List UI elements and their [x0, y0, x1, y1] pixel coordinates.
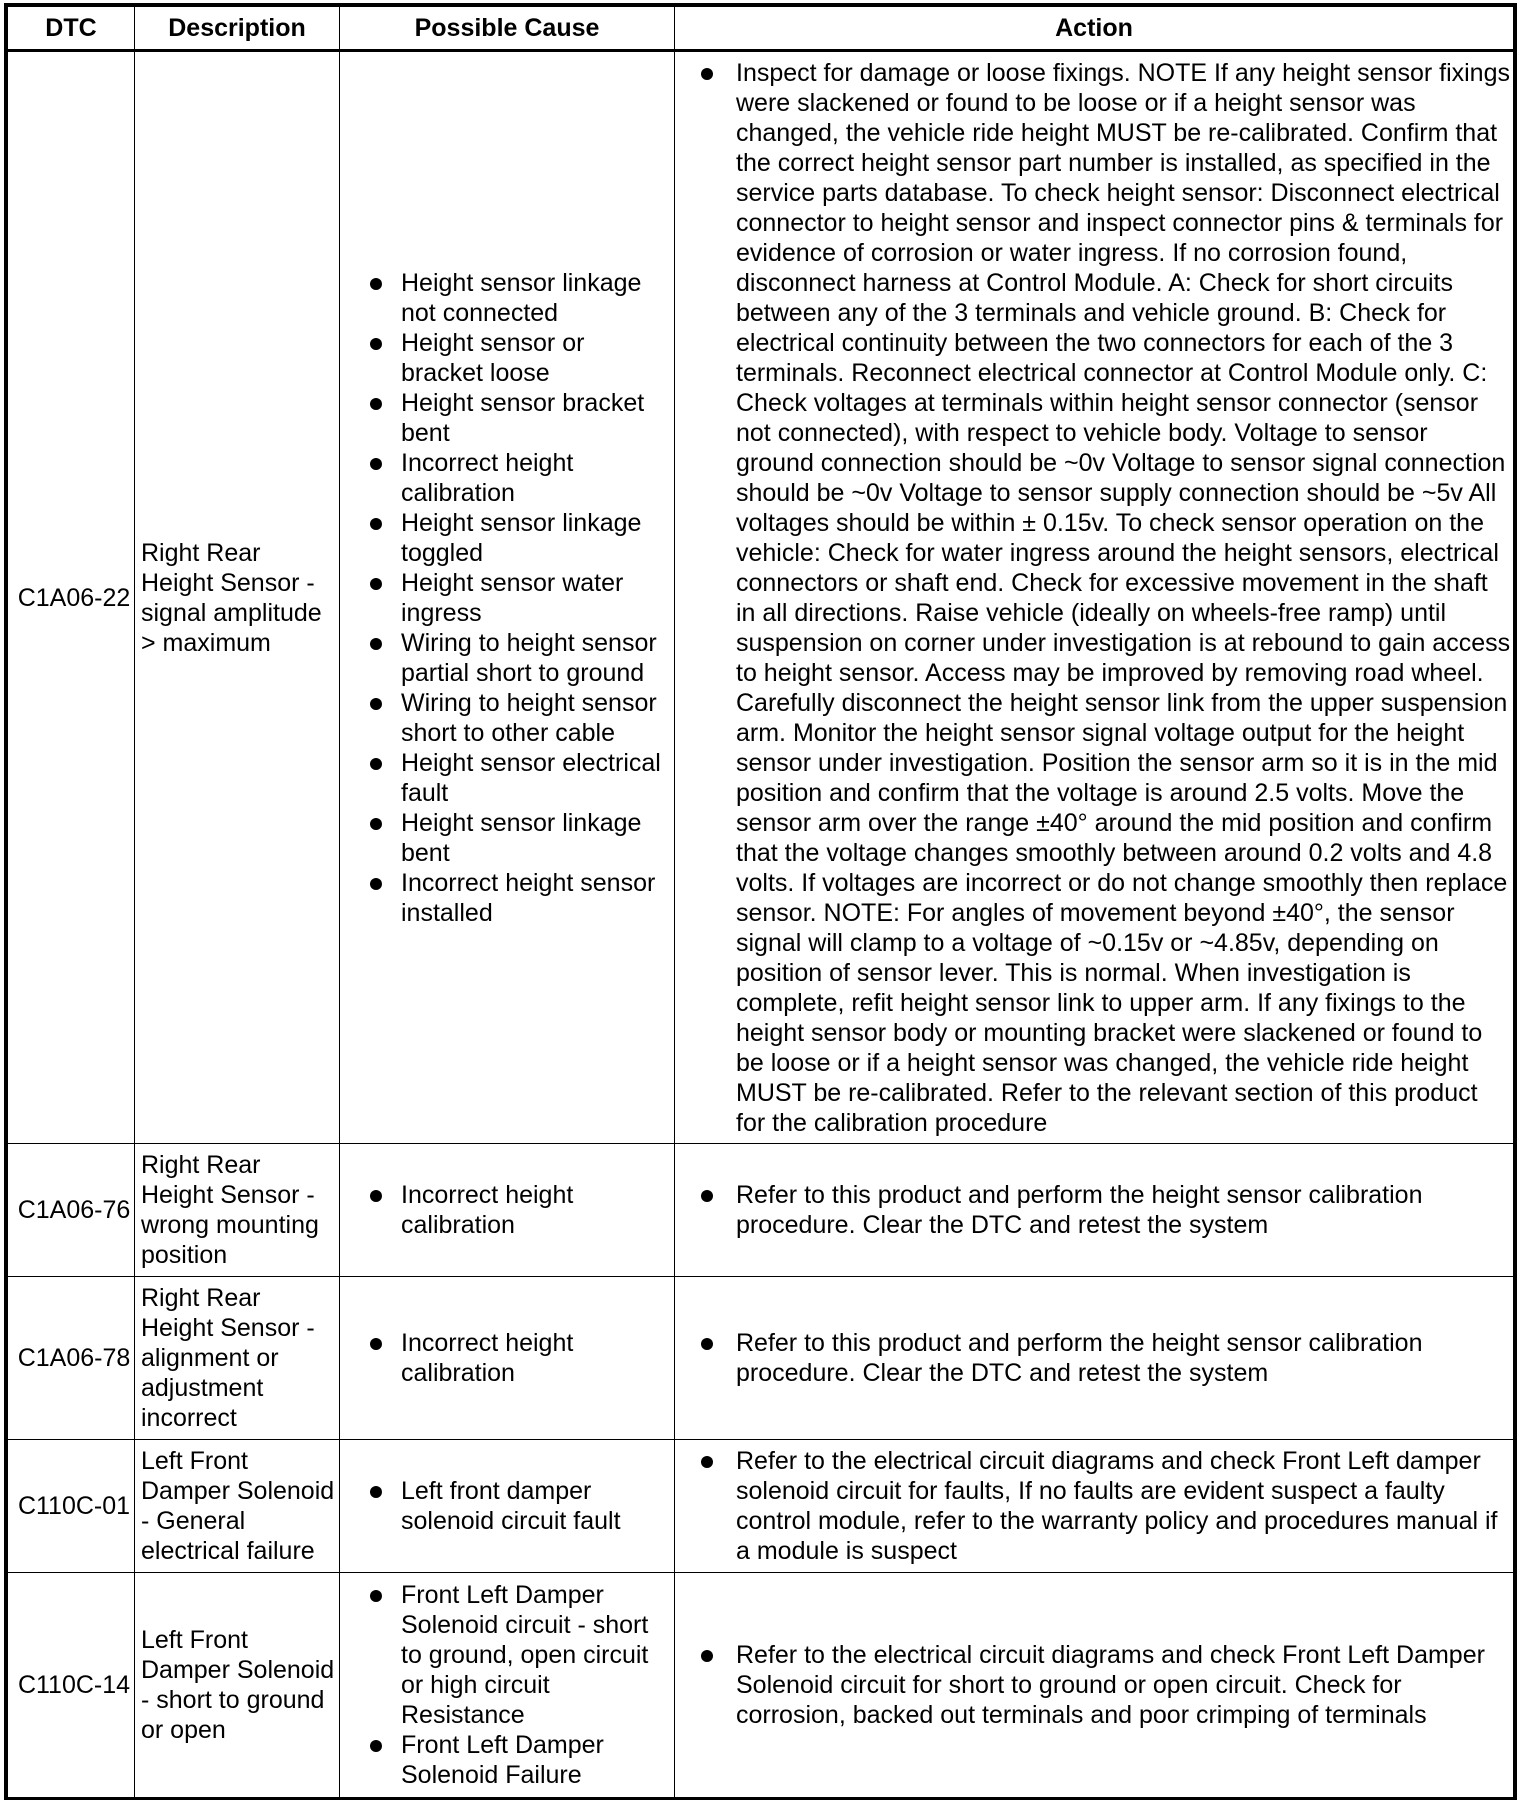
cause-item — [346, 328, 674, 388]
cause-list — [346, 1328, 674, 1388]
bullet-icon — [701, 1190, 713, 1202]
action-text: Inspect for damage or loose fixings. NOTE If any height sensor fixings were slackened or found to be loose or if a height sensor was changed, the vehicle ride height MUST be re-calibrated. Confirm that the correct height sensor part number is installed, as specified in the service parts database. To check height sensor: Disconnect electrical connector to height sensor and inspect connector pins & terminals for evidence of corrosion or water ingress. If no corrosion found, disconnect harness at Control Module. A: Check for short circuits between any of the 3 terminals and vehicle ground. B: Check for electrical continuity between the two connectors for each of the 3 terminals. Reconnect electrical connector at Control Module only. C: Check voltages at terminals within height sensor connector (sensor not connected), with respect to vehicle body. Voltage to sensor ground connection should be ~0v Voltage to sensor signal connection should be ~0v Voltage to sensor supply connection should be ~5v All voltages should be within ± 0.15v. To check sensor operation on the vehicle: Check for water ingress around the height sensors, electrical connectors or shaft end. Check for excessive movement in the shaft in all directions. Raise vehicle (ideally on wheels-free ramp) until suspension on corner under investigation is at rebound to gain access to height sensor. Access may be improved by removing road wheel. Carefully disconnect the height sensor link from the upper suspension arm. Monitor the height sensor signal voltage output for the height sensor under investigation. Position the sensor arm so it is in the mid position and confirm that the voltage is around 2.5 volts. Move the sensor arm over the range ±40° around the mid position and confirm that the voltage changes smoothly between around 0.2 volts and 4.8 volts. If voltages are incorrect or do not change smoothly then replace sensor. NOTE: For angles of movement beyond ±40°, the sensor signal will clamp to a voltage of ~0.15v or ~4.85v, depending on position of sensor lever. This is normal. When investigation is complete, refit height sensor link to upper arm. If any fixings to the height sensor body or mounting bracket were slackened or found to be loose or if a height sensor was changed, the vehicle ride height MUST be re-calibrated. Refer to the relevant section of this product for the calibration procedure — [736, 58, 1511, 1137]
table-row — [8, 1277, 1514, 1440]
dtc-code-cell: C1A06-22 — [8, 51, 135, 1144]
cause-list — [346, 1476, 674, 1536]
action-item — [681, 1446, 1513, 1566]
cause-item — [346, 268, 674, 328]
cause-item — [346, 1180, 674, 1240]
cause-text: Height sensor or bracket loose — [401, 328, 585, 387]
action-cell — [675, 1144, 1514, 1277]
cause-item — [346, 568, 674, 628]
table-row — [8, 1573, 1514, 1798]
cause-item — [346, 388, 674, 448]
description-cell: Left Front Damper Solenoid - short to ground or open — [135, 1573, 340, 1798]
bullet-icon — [370, 1338, 382, 1350]
bullet-icon — [370, 878, 382, 890]
cause-text: Height sensor linkage bent — [401, 808, 642, 867]
bullet-icon — [370, 338, 382, 350]
action-list — [681, 1328, 1513, 1388]
cause-list — [346, 1580, 674, 1790]
cause-item — [346, 868, 674, 928]
bullet-icon — [370, 398, 382, 410]
cause-item — [346, 748, 674, 808]
cause-item — [346, 688, 674, 748]
bullet-icon — [370, 578, 382, 590]
header-possible-cause: Possible Cause — [340, 7, 675, 51]
cause-item — [346, 1730, 674, 1790]
bullet-icon — [370, 1590, 382, 1602]
header-action: Action — [675, 7, 1514, 51]
dtc-code-cell: C1A06-76 — [8, 1144, 135, 1277]
cause-text: Incorrect height calibration — [401, 1181, 574, 1239]
table-row — [8, 1440, 1514, 1573]
action-cell — [675, 1440, 1514, 1573]
bullet-icon — [370, 698, 382, 710]
cause-item — [346, 1580, 674, 1730]
action-cell — [675, 1573, 1514, 1798]
cause-text: Wiring to height sensor short to other cable — [401, 688, 657, 747]
action-item — [681, 1640, 1513, 1730]
bullet-icon — [701, 1456, 713, 1468]
bullet-icon — [701, 1338, 713, 1350]
cause-item — [346, 1476, 674, 1536]
action-text: Refer to this product and perform the height sensor calibration procedure. Clear the DTC and retest the system — [736, 1329, 1423, 1387]
cause-item — [346, 628, 674, 688]
action-text: Refer to the electrical circuit diagrams and check Front Left damper solenoid circuit for faults, If no faults are evident suspect a faulty control module, refer to the warranty policy and procedures manual if a module is suspect — [736, 1447, 1498, 1565]
bullet-icon — [701, 1650, 713, 1662]
action-item — [681, 1328, 1513, 1388]
dtc-code-cell: C110C-14 — [8, 1573, 135, 1798]
cause-text: Left front damper solenoid circuit fault — [401, 1477, 621, 1535]
description-cell: Left Front Damper Solenoid - General electrical failure — [135, 1440, 340, 1573]
table-body — [8, 51, 1514, 1798]
header-description: Description — [135, 7, 340, 51]
action-item — [681, 1180, 1513, 1240]
cause-text: Height sensor bracket bent — [401, 388, 645, 447]
possible-cause-cell — [340, 1440, 675, 1573]
cause-text: Front Left Damper Solenoid circuit - short to ground, open circuit or high circuit Resistance — [401, 1581, 649, 1729]
possible-cause-cell — [340, 1144, 675, 1277]
cause-list — [346, 268, 674, 928]
bullet-icon — [370, 518, 382, 530]
cause-item — [346, 808, 674, 868]
action-list — [681, 1640, 1513, 1730]
cause-item — [346, 1328, 674, 1388]
cause-text: Height sensor electrical fault — [401, 748, 661, 807]
action-cell — [675, 1277, 1514, 1440]
dtc-table — [7, 6, 1514, 1798]
action-cell — [675, 51, 1514, 1144]
bullet-icon — [370, 638, 382, 650]
action-text: Refer to this product and perform the height sensor calibration procedure. Clear the DTC and retest the system — [736, 1181, 1423, 1239]
action-text: Refer to the electrical circuit diagrams and check Front Left Damper Solenoid circuit for short to ground or open circuit. Check for corrosion, backed out terminals and poor crimping of terminals — [736, 1641, 1485, 1729]
cause-text: Height sensor linkage toggled — [401, 508, 642, 567]
bullet-icon — [370, 458, 382, 470]
action-list — [681, 1446, 1513, 1566]
action-list — [681, 1180, 1513, 1240]
bullet-icon — [370, 278, 382, 290]
possible-cause-cell — [340, 1573, 675, 1798]
header-dtc: DTC — [8, 7, 135, 51]
bullet-icon — [370, 1740, 382, 1752]
cause-text: Wiring to height sensor partial short to ground — [401, 628, 657, 687]
cause-text: Front Left Damper Solenoid Failure — [401, 1731, 604, 1789]
cause-text: Incorrect height sensor installed — [401, 868, 656, 927]
bullet-icon — [370, 1190, 382, 1202]
cause-text: Incorrect height calibration — [401, 1329, 574, 1387]
bullet-icon — [370, 758, 382, 770]
possible-cause-cell — [340, 51, 675, 1144]
cause-text: Height sensor linkage not connected — [401, 268, 642, 327]
dtc-code-cell: C1A06-78 — [8, 1277, 135, 1440]
cause-text: Height sensor water ingress — [401, 568, 624, 627]
description-cell: Right Rear Height Sensor - alignment or adjustment incorrect — [135, 1277, 340, 1440]
action-item — [681, 58, 1513, 1138]
header-row — [8, 7, 1514, 51]
cause-list — [346, 1180, 674, 1240]
table-row — [8, 1144, 1514, 1277]
table-row — [8, 51, 1514, 1144]
description-cell: Right Rear Height Sensor - signal amplitude > maximum — [135, 51, 340, 1144]
bullet-icon — [701, 68, 713, 80]
dtc-code-cell: C110C-01 — [8, 1440, 135, 1573]
possible-cause-cell — [340, 1277, 675, 1440]
description-cell: Right Rear Height Sensor - wrong mounting position — [135, 1144, 340, 1277]
action-list — [681, 58, 1513, 1138]
bullet-icon — [370, 1486, 382, 1498]
bullet-icon — [370, 818, 382, 830]
cause-item — [346, 508, 674, 568]
cause-item — [346, 448, 674, 508]
cause-text: Incorrect height calibration — [401, 448, 574, 507]
